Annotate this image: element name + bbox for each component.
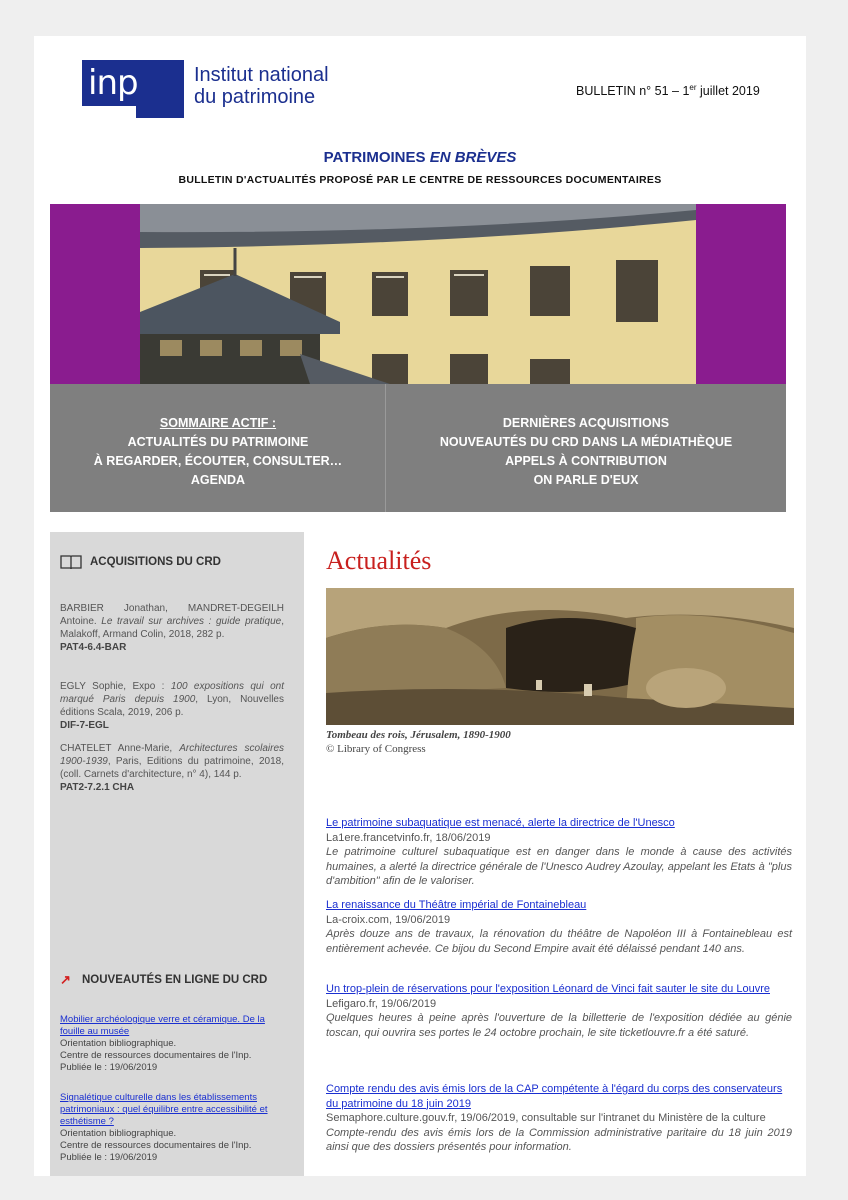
acq-details: , Malakoff, Armand Colin, 2018, 282 p. xyxy=(60,616,284,640)
news-source: Lefigaro.fr, 19/06/2019 xyxy=(326,997,437,1010)
summary-link-appels[interactable]: APPELS À CONTRIBUTION xyxy=(505,454,667,468)
actualites-heading: Actualités xyxy=(326,546,432,575)
acq-details: , Lyon, Nouvelles éditions Scala, 2019, 206 p. xyxy=(60,694,284,718)
acq-title: 100 expositions qui ont marqué Paris depuis 1900 xyxy=(60,681,285,705)
news-item xyxy=(326,982,792,1040)
nouveaute-date: Publiée le : 19/06/2019 xyxy=(60,1062,158,1073)
news-description: Quelques heures à peine après l'ouverture de la billetterie de l'exposition dédiée au génie toscan, qui ouvrira ses portes le 24 octobre prochain, le site ticketlouvre.fr a été saturé. xyxy=(326,1012,792,1039)
summary-link-on-parle[interactable]: ON PARLE D'EUX xyxy=(533,473,639,487)
nouveaute-item xyxy=(60,1092,286,1164)
acquisitions-heading-label: ACQUISITIONS DU CRD xyxy=(90,556,221,568)
acq-code: PAT4-6.4-BAR xyxy=(60,642,127,653)
acq-details: , Paris, Editions du patrimoine, 2018, (coll. Carnets d'architecture, n° 4), 144 p. xyxy=(60,756,284,780)
summary-left xyxy=(50,414,386,490)
summary-panel xyxy=(50,384,786,512)
page-subtitle: BULLETIN D'ACTUALITÉS PROPOSÉ PAR LE CENTRE DE RESSOURCES DOCUMENTAIRES xyxy=(178,174,662,186)
news-source: La-croix.com, 19/06/2019 xyxy=(326,913,451,926)
banner xyxy=(50,204,786,384)
bulletin-prefix: BULLETIN n° 51 – 1 xyxy=(576,84,690,99)
photo-caption xyxy=(326,728,511,756)
acquisition-item xyxy=(60,602,284,654)
title-part-1: PATRIMOINES xyxy=(323,149,430,166)
title-part-2: EN BRÈVES xyxy=(429,149,517,166)
summary-link-acquisitions[interactable]: DERNIÈRES ACQUISITIONS xyxy=(502,416,670,430)
news-description: Compte-rendu des avis émis lors de la Commission administrative paritaire du 18 juin 2019 ainsi que des dossiers présentés pour information. xyxy=(326,1126,792,1153)
logo-short: inp xyxy=(88,63,138,103)
news-description: Le patrimoine culturel subaquatique est en danger dans le monde à cause des activités humaines, a alerté la directrice générale de l'Unesco Audrey Azoulay, appelant les Etats à "plus d'ambition" afin de le valoriser. xyxy=(326,846,792,887)
page-title xyxy=(34,149,806,166)
book-icon xyxy=(60,554,82,570)
acquisition-item xyxy=(60,742,284,794)
acq-author: EGLY Sophie, Expo : xyxy=(60,681,171,692)
bulletin-suffix: juillet 2019 xyxy=(696,84,760,99)
nouveaute-type: Orientation bibliographique. xyxy=(60,1038,177,1049)
news-item xyxy=(326,898,792,956)
bulletin-sup: er xyxy=(689,83,697,92)
nouveaute-org: Centre de ressources documentaires de l'Inp. xyxy=(60,1140,252,1151)
news-source: Semaphore.culture.gouv.fr, 19/06/2019, consultable sur l'intranet du Ministère de la culture xyxy=(326,1112,766,1124)
bulletin-page xyxy=(34,36,806,1176)
logo-line-1: Institut national xyxy=(194,64,329,86)
nouveautes-heading-label: NOUVEAUTÉS EN LIGNE DU CRD xyxy=(82,974,268,986)
summary-link-agenda[interactable]: AGENDA xyxy=(190,473,246,487)
nouveautes-heading xyxy=(60,974,267,986)
news-item xyxy=(326,1082,792,1155)
acq-title: Architectures scolaires 1900-1939 xyxy=(60,743,285,767)
arrow-up-right-icon: ↗ xyxy=(60,972,71,987)
caption-title: Tombeau des rois, Jérusalem, 1890-1900 xyxy=(326,729,511,741)
actualites-photo xyxy=(326,588,794,725)
nouveaute-org: Centre de ressources documentaires de l'Inp. xyxy=(60,1050,252,1061)
sidebar xyxy=(50,532,304,1176)
news-item xyxy=(326,816,792,889)
summary-link-actualites[interactable]: ACTUALITÉS DU PATRIMOINE xyxy=(127,435,309,449)
news-source: La1ere.francetvinfo.fr, 18/06/2019 xyxy=(326,831,491,844)
logo-text xyxy=(194,64,394,108)
logo-line-2: du patrimoine xyxy=(194,86,316,108)
banner-photo xyxy=(140,204,696,384)
news-description: Après douze ans de travaux, la rénovation du théâtre de Napoléon III à Fontainebleau est entièrement achevée. Ce bijou du Second Empire avait été délaissé pendant 140 ans. xyxy=(326,928,792,955)
summary-heading[interactable]: SOMMAIRE ACTIF : xyxy=(159,416,277,430)
nouveaute-date: Publiée le : 19/06/2019 xyxy=(60,1152,158,1163)
acq-code: PAT2-7.2.1 CHA xyxy=(60,782,135,793)
summary-link-regarder[interactable]: À REGARDER, ÉCOUTER, CONSULTER… xyxy=(93,454,343,468)
news-link[interactable]: Le patrimoine subaquatique est menacé, alerte la directrice de l'Unesco xyxy=(326,817,675,829)
news-link[interactable]: La renaissance du Théâtre impérial de Fontainebleau xyxy=(326,899,587,911)
acq-author: BARBIER Jonathan, MANDRET-DEGEILH Antoine. xyxy=(60,603,284,627)
nouveaute-type: Orientation bibliographique. xyxy=(60,1128,177,1139)
logo-mark xyxy=(82,60,184,106)
caption-credit: © Library of Congress xyxy=(326,743,426,755)
summary-right xyxy=(386,414,786,490)
nouveaute-link[interactable]: Mobilier archéologique verre et céramique. De la fouille au musée xyxy=(60,1014,265,1037)
acq-title: Le travail sur archives : guide pratique xyxy=(101,616,282,627)
nouveaute-link[interactable]: Signalétique culturelle dans les établissements patrimoniaux : quel équilibre entre accessibilité et esthétisme ? xyxy=(60,1092,268,1127)
nouveaute-item xyxy=(60,1014,286,1074)
news-link[interactable]: Un trop-plein de réservations pour l'exposition Léonard de Vinci fait sauter le site du Louvre xyxy=(326,983,770,995)
acquisition-item xyxy=(60,680,284,732)
acq-author: CHATELET Anne-Marie, xyxy=(60,743,180,754)
bulletin-number xyxy=(576,83,760,98)
acquisitions-heading xyxy=(60,554,221,570)
acq-code: DIF-7-EGL xyxy=(60,720,109,731)
summary-link-nouveautes[interactable]: NOUVEAUTÉS DU CRD DANS LA MÉDIATHÈQUE xyxy=(439,435,733,449)
news-link[interactable]: Compte rendu des avis émis lors de la CAP compétente à l'égard du corps des conservateurs du patrimoine du 18 juin 2019 xyxy=(326,1083,783,1110)
